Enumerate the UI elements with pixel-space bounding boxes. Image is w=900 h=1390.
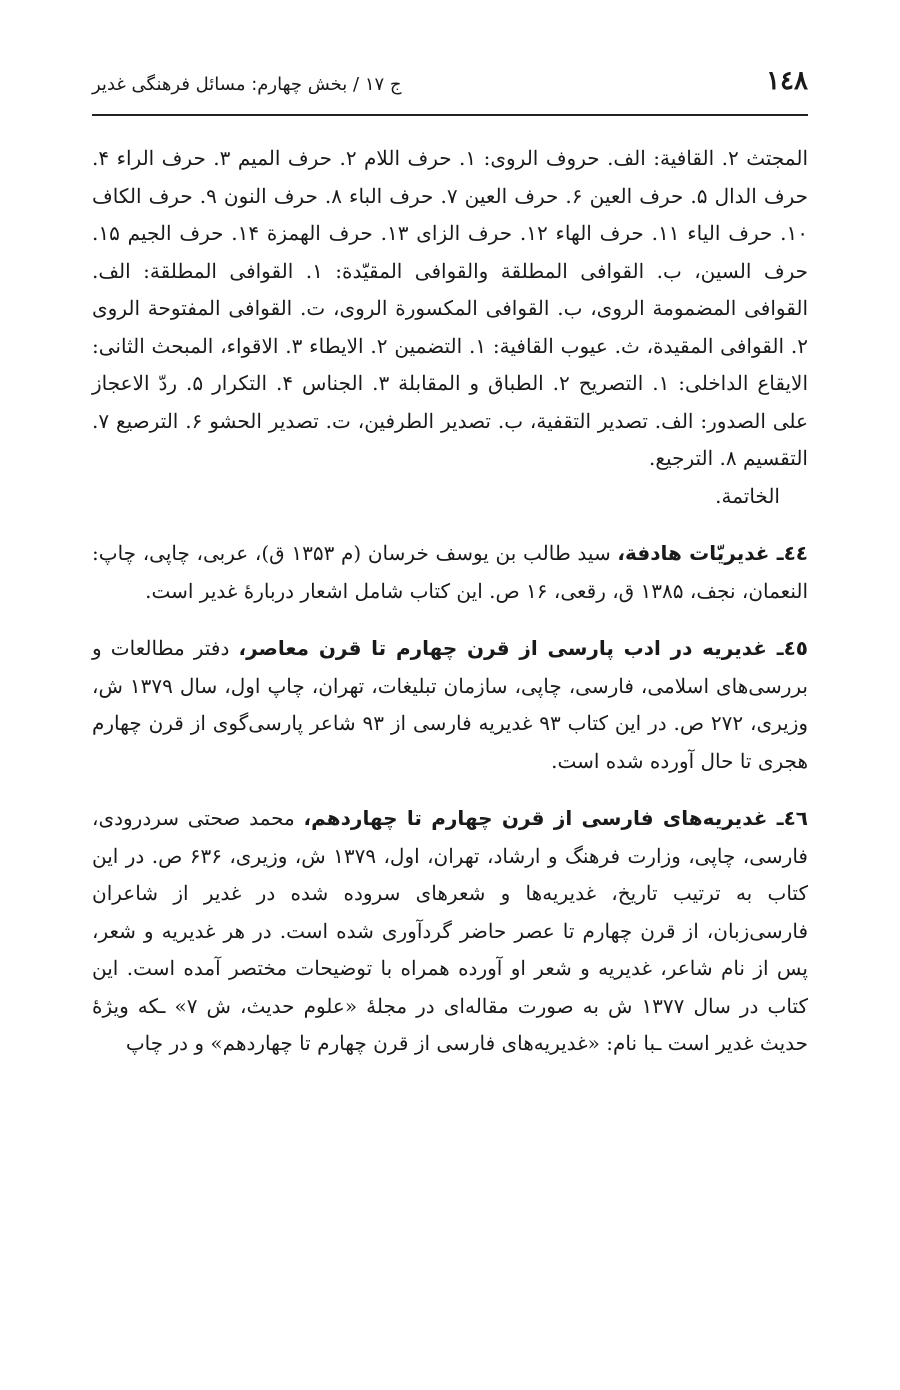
running-head: ج ۱۷ / بخش چهارم: مسائل فرهنگی غدیر: [92, 74, 402, 95]
page-number: ١٤٨: [766, 66, 808, 96]
continuation-paragraph: المجتث ۲. القافية: الف. حروف الروی: ۱. حرف اللام ۲. حرف المیم ۳. حرف الراء ۴. حرف الدال ۵. حرف العین ۶. حرف العین ۷. حرف الباء ۸. حرف النون ۹. حرف الکاف ۱۰. حرف الیاء ۱۱. حرف الهاء ۱۲. حرف الزای ۱۳. حرف الهمزة ۱۴. حرف الجیم ۱۵. حرف السین، ب. القوافی المطلقة والقوافی المقیّدة: ۱. القوافی المطلقة: الف. القوافی المضمومة الروی، ب. القوافی المکسورة الروی، ت. القوافی المفتوحة الروی ۲. القوافی المقیدة، ث. عیوب القافیة: ۱. التضمین ۲. الایطاء ۳. الاقواء، المبحث الثانی: الایقاع الداخلی: ۱. التصریح ۲. الطباق و المقابلة ۳. الجناس ۴. التکرار ۵. ردّ الاعجاز علی الصدور: الف. تصدیر التقفیة، ب. تصدیر الطرفین، ت. تصدیر الحشو ۶. الترصیع ۷. التقسیم ۸. الترجیع.: [92, 146, 809, 470]
bibliography-entry-46: [92, 800, 808, 1063]
closing-line: الخاتمة.: [715, 483, 780, 508]
entry-text: محمد صحتی سردرودی، فارسی، چاپی، وزارت فرهنگ و ارشاد، تهران، اول، ۱۳۷۹ ش، وزیری، ۶۳۶ ص. در این کتاب به ترتیب تاریخ، غدیریه‌ها و شعرهای سروده شده در غدیر از شاعران فارسی‌زبان، از قرن چهارم تا عصر حاضر گردآوری شده است. در هر غدیریه و شعر، پس از نام شاعر، غدیریه و شعر او آورده همراه با توضیحات مختصر آمده است. این کتاب در سال ۱۳۷۷ ش به صورت مقاله‌ای در مجلهٔ «علوم حدیث، ش ۷» ـکه ویژهٔ حدیث غدیر است ـبا نام: «غدیریه‌های فارسی از قرن چهارم تا چهاردهم» و در چاپ: [92, 806, 808, 1055]
entry-heading: ٤٥ـ غدیریه در ادب پارسی از قرن چهارم تا قرن معاصر،: [238, 636, 808, 660]
entry-heading: ٤٦ـ غدیریه‌های فارسی از قرن چهارم تا چهاردهم،: [303, 806, 808, 830]
entry-text: سید طالب بن یوسف خرسان (م ۱۳۵۳ ق)، عربی، چاپی، چاپ: النعمان، نجف، ۱۳۸۵ ق، رقعی، ۱۶ ص. این کتاب شامل اشعار دربارهٔ غدیر است.: [92, 541, 808, 603]
header-rule: [92, 114, 808, 116]
bibliography-entry-45: [92, 630, 808, 780]
page-body: [92, 140, 808, 1063]
entry-text: دفتر مطالعات و بررسی‌های اسلامی، فارسی، چاپی، سازمان تبلیغات، تهران، چاپ اول، سال ۱۳۷۹ ش، وزیری، ۲۷۲ ص. در این کتاب ۹۳ غدیریه فارسی از ۹۳ شاعر پارسی‌گوی از قرن چهارم هجری تا حال آورده شده است.: [92, 636, 809, 773]
page-header: [92, 66, 808, 110]
bibliography-entry-44: [92, 535, 808, 610]
entry-heading: ٤٤ـ غدیریّات هادفة،: [617, 541, 808, 565]
